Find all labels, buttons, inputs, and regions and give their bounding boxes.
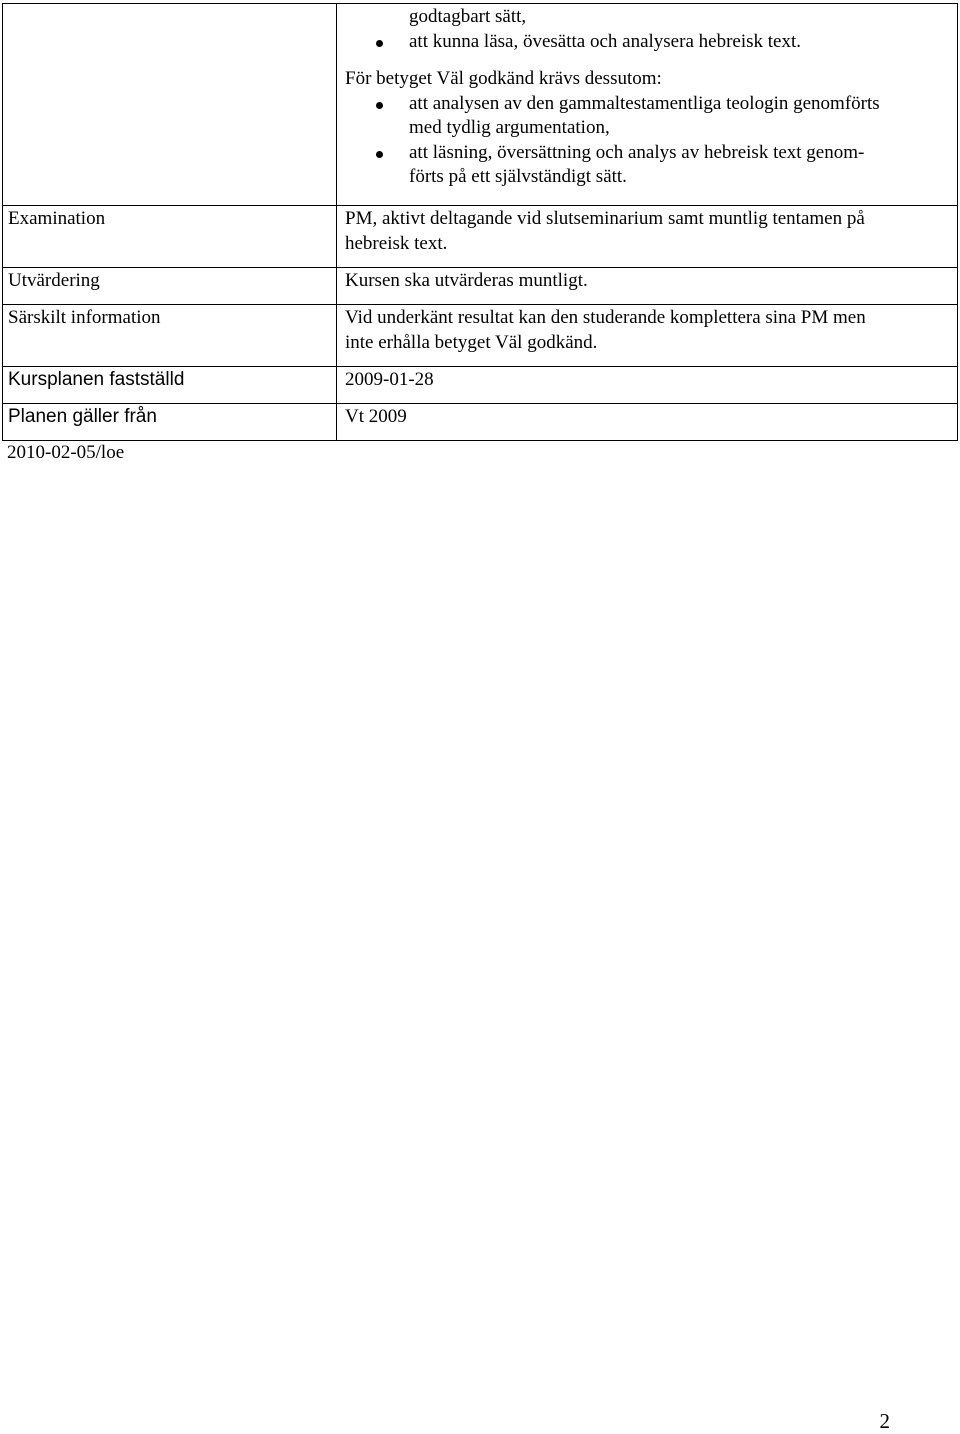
table-row — [3, 268, 958, 305]
text-line: inte erhålla betyget Väl godkänd. — [345, 331, 598, 353]
utvardering-text: Kursen ska utvärderas muntligt. — [337, 268, 958, 305]
bullet-icon — [376, 40, 383, 47]
bullet-icon — [376, 151, 383, 158]
sarskilt-information-text — [337, 305, 958, 367]
galler-label: Planen gäller från — [3, 404, 337, 441]
bullet-item — [345, 141, 951, 166]
table-row — [3, 206, 958, 268]
utvardering-label: Utvärdering — [3, 268, 337, 305]
bullet-continuation: med tydlig argumentation, — [409, 117, 610, 138]
date-stamp: 2010-02-05/loe — [7, 442, 125, 463]
sarskilt-information-label: Särskilt information — [3, 305, 337, 367]
bullet-text: att kunna läsa, övesätta och analysera hebreisk text. — [409, 30, 801, 52]
section-heading: För betyget Väl godkänd krävs dessutom: — [345, 68, 662, 89]
table-row — [3, 4, 958, 206]
bullet-item — [345, 92, 951, 117]
table-row — [3, 367, 958, 404]
bullet-text: att analysen av den gammaltestamentliga teologin genomförts — [409, 92, 880, 114]
page-number: 2 — [879, 1409, 890, 1433]
bullet-continuation: förts på ett självständigt sätt. — [409, 166, 627, 187]
empty-label-cell — [3, 4, 337, 206]
grading-criteria-cell — [337, 4, 958, 206]
examination-label: Examination — [3, 206, 337, 268]
bullet-icon — [376, 102, 383, 109]
galler-value: Vt 2009 — [337, 404, 958, 441]
bullet-item — [345, 30, 951, 55]
text-line: PM, aktivt deltagande vid slutseminarium samt muntlig tentamen på — [345, 208, 865, 229]
fastalld-label: Kursplanen fastställd — [3, 367, 337, 404]
examination-text — [337, 206, 958, 268]
bullet-text: att läsning, översättning och analys av hebreisk text genom- — [409, 141, 865, 163]
table-row — [3, 305, 958, 367]
text-line: hebreisk text. — [345, 232, 448, 254]
fastalld-value: 2009-01-28 — [337, 367, 958, 404]
course-plan-table — [2, 3, 958, 441]
table-row — [3, 404, 958, 441]
text-line: Vid underkänt resultat kan den studerande komplettera sina PM men — [345, 307, 866, 328]
text-line: godtagbart sätt, — [409, 6, 527, 27]
